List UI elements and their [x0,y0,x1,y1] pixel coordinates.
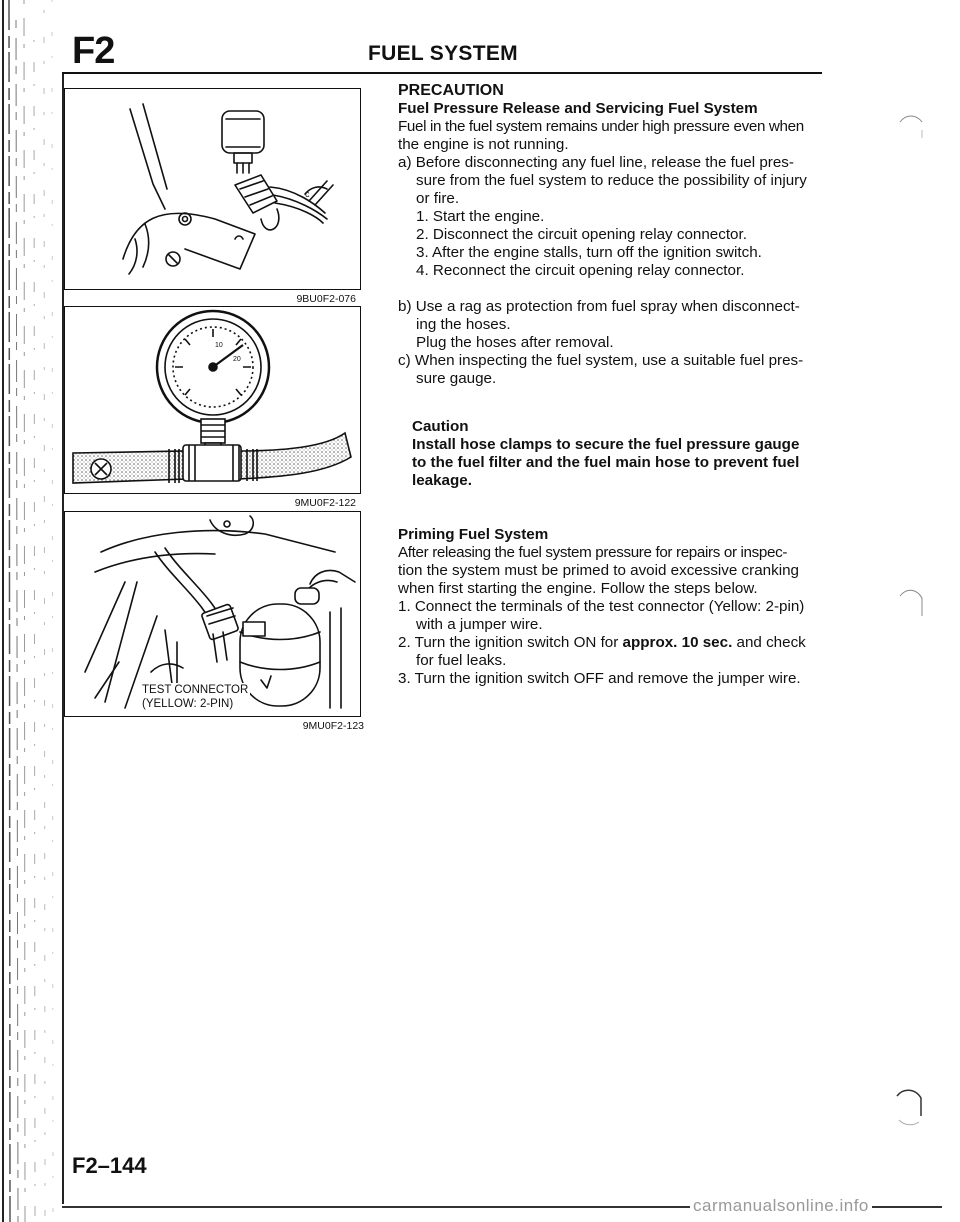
svg-text:20: 20 [233,356,241,363]
caution-text: to the fuel filter and the fuel main hose to prevent fuel [412,454,800,471]
precaution-heading: PRECAUTION [398,82,504,99]
figure-test-connector [64,511,364,732]
priming-step-3: 3. Turn the ignition switch OFF and remove the jumper wire. [398,670,801,687]
body-text [398,82,828,688]
page-binding-edge [0,0,62,1222]
step-a-3: 3. After the engine stalls, turn off the ignition switch. [416,244,762,261]
svg-text:10: 10 [215,342,223,349]
step-a-1: 1. Start the engine. [416,208,545,225]
priming-step-2-text: 2. Turn the ignition switch ON for [398,634,623,651]
scan-mark [895,1086,929,1130]
release-heading: Fuel Pressure Release and Servicing Fuel System [398,100,758,117]
priming-step-1: 1. Connect the terminals of the test connector (Yellow: 2-pin) [398,598,805,615]
figure-relay-connector [64,88,361,305]
section-title: FUEL SYSTEM [368,42,518,65]
figure-id: 9BU0F2-076 [296,293,356,305]
section-code: F2 [72,30,115,72]
step-a-2: 2. Disconnect the circuit opening relay connector. [416,226,747,243]
test-connector-label: TEST CONNECTOR [142,684,249,696]
item-c: sure gauge. [416,370,497,387]
step-a-4: 4. Reconnect the circuit opening relay connector. [416,262,745,279]
fuel-pressure-gauge-illustration [65,307,362,495]
item-c: c) When inspecting the fuel system, use a suitable fuel pres- [398,352,804,369]
relay-connector-illustration [65,89,362,291]
page-number: F2–144 [72,1153,147,1178]
test-connector-color-label: (YELLOW: 2-PIN) [142,698,234,710]
priming-heading: Priming Fuel System [398,526,549,543]
release-intro: Fuel in the fuel system remains under high pressure even when [398,118,804,135]
priming-step-2-duration: approx. 10 sec. [622,634,733,651]
figure-fuel-pressure-gauge [64,306,361,509]
header-rule [62,72,822,74]
item-a: sure from the fuel system to reduce the possibility of injury [416,172,807,189]
scan-mark [898,586,928,626]
caution-text: Install hose clamps to secure the fuel pressure gauge [412,436,800,453]
caution-heading: Caution [412,418,469,435]
watermark: carmanualsonline.info [690,1196,872,1216]
release-intro: the engine is not running. [398,136,569,153]
scan-mark [898,112,928,152]
item-b: Plug the hoses after removal. [416,334,614,351]
priming-step-2 [398,634,828,652]
priming-step-2: for fuel leaks. [416,652,507,669]
priming-step-1: with a jumper wire. [416,616,543,633]
priming-intro: tion the system must be primed to avoid excessive cranking [398,562,799,579]
priming-intro: when first starting the engine. Follow the steps below. [398,580,758,597]
svg-text:c: c [305,189,310,199]
figure-id: 9MU0F2-123 [302,720,364,732]
item-b: ing the hoses. [416,316,511,333]
priming-step-2-text: and check [732,634,806,651]
item-a: or fire. [416,190,460,207]
priming-intro: After releasing the fuel system pressure for repairs or inspec- [398,544,788,561]
item-a: a) Before disconnecting any fuel line, release the fuel pres- [398,154,794,171]
figure-id: 9MU0F2-122 [294,497,356,509]
caution-text: leakage. [412,472,472,489]
item-b: b) Use a rag as protection from fuel spray when disconnect- [398,298,800,315]
